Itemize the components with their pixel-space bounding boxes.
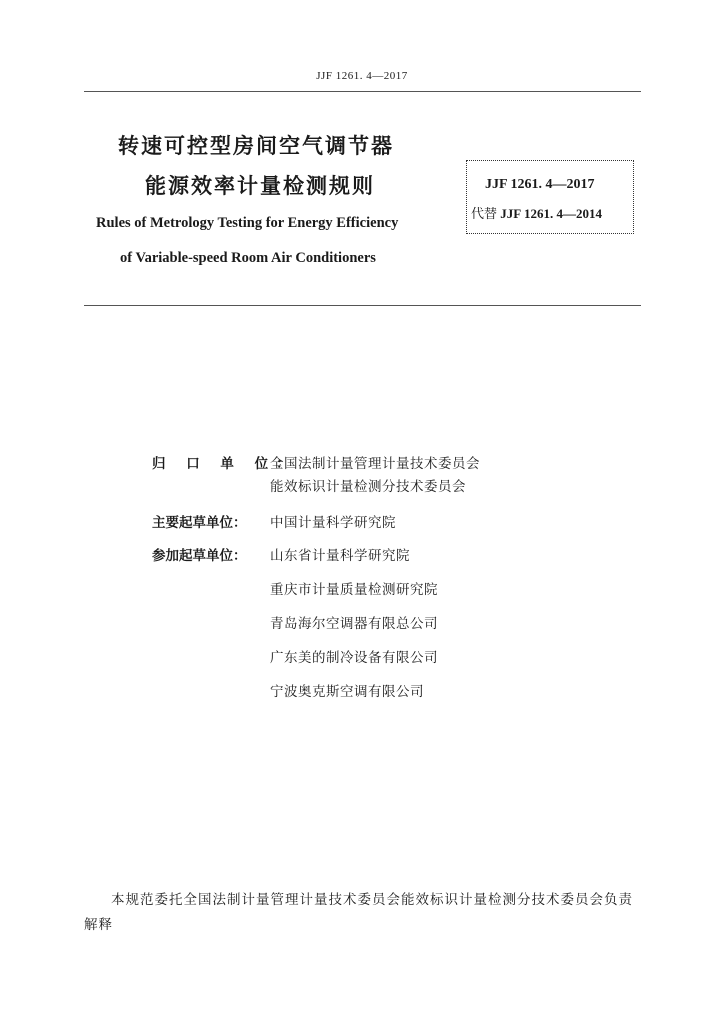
code-box [466,160,634,234]
centralized-unit-label: 归 口 单 位： [152,456,298,472]
main-drafting-row [152,511,396,531]
centralized-unit-value-2: 能效标识计量检测分技术委员会 [270,479,466,495]
participating-unit-1: 山东省计量科学研究院 [270,548,410,564]
participating-unit-2: 重庆市计量质量检测研究院 [270,582,438,598]
top-rule [84,91,641,92]
footer-note: 本规范委托全国法制计量管理计量技术委员会能效标识计量检测分技术委员会负责解释 [84,892,633,933]
participating-label: 参加起草单位： [152,548,247,564]
participating-unit-5: 宁波奥克斯空调有限公司 [270,684,424,700]
mid-rule [84,305,641,306]
main-drafting-label: 主要起草单位： [152,515,247,531]
title-en-line1: Rules of Metrology Testing for Energy Efficiency [96,215,399,231]
title-en-line2: of Variable-speed Room Air Conditioners [120,250,376,266]
replaces-line [471,203,602,222]
document-code: JJF 1261. 4—2017 [485,177,595,192]
centralized-unit-row [152,452,480,472]
replaces-prefix: 代替 [471,206,498,221]
participating-unit-4: 广东美的制冷设备有限公司 [270,650,438,666]
header-code: JJF 1261. 4—2017 [316,70,408,82]
participating-row [152,544,410,564]
participating-unit-3: 青岛海尔空调器有限总公司 [270,616,438,632]
main-drafting-value: 中国计量科学研究院 [270,515,396,531]
centralized-unit-value: 全国法制计量管理计量技术委员会 [270,456,480,472]
title-cn-line2: 能源效率计量检测规则 [145,174,375,198]
replaces-code: JJF 1261. 4—2014 [500,206,602,221]
title-cn-line1: 转速可控型房间空气调节器 [118,134,394,158]
